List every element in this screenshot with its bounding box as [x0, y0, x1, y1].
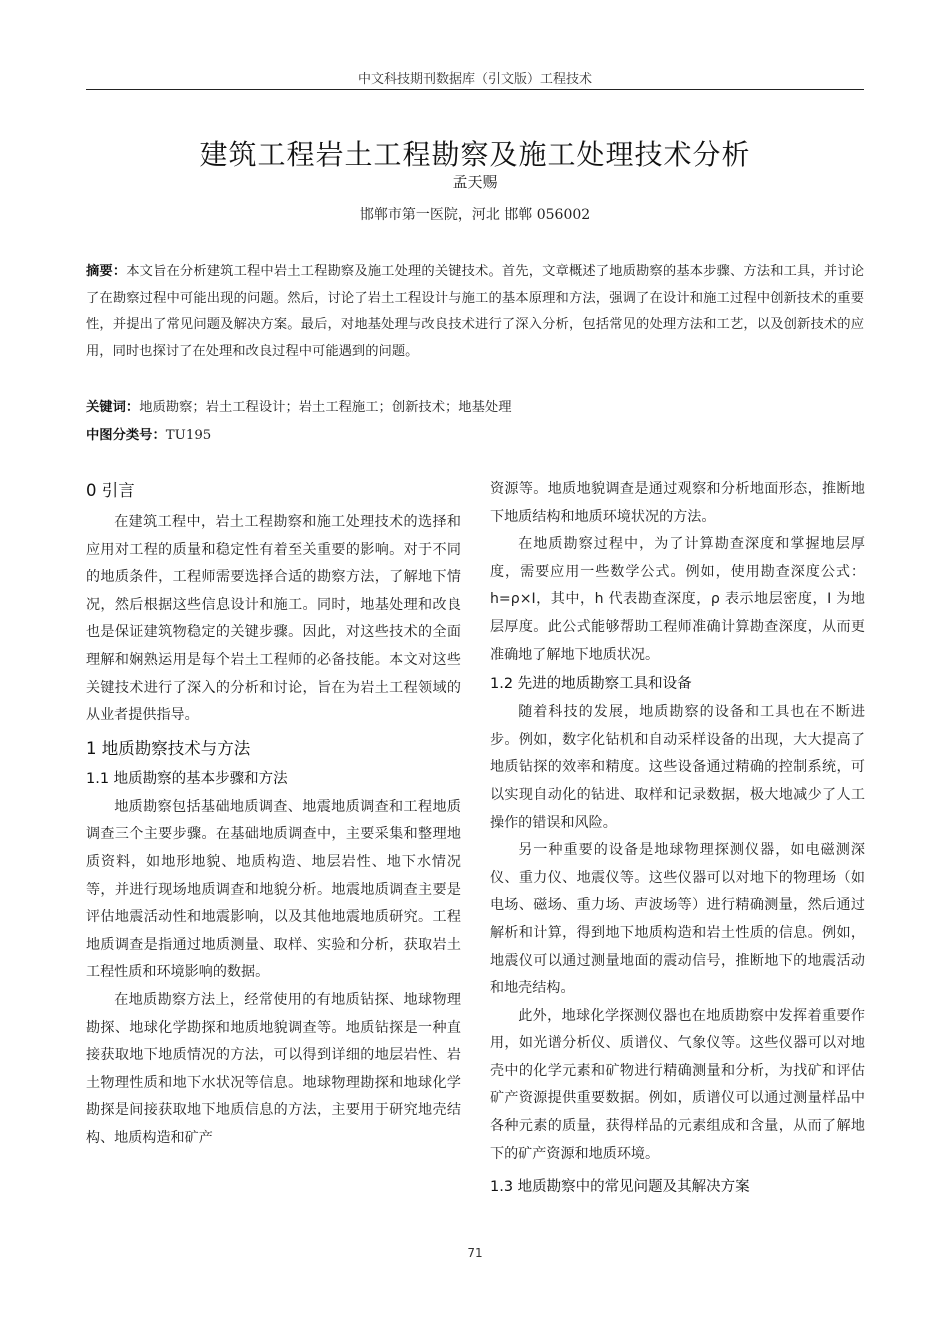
keywords: [86, 396, 864, 415]
section-heading-intro: 0 引言: [86, 481, 135, 500]
article-title: 建筑工程岩土工程勘察及施工处理技术分析: [199, 137, 751, 171]
section-1-2-paragraph-1: 随着科技的发展，地质勘察的设备和工具也在不断进步。例如，数字化钻机和自动采样设备的出现，大大提高了地质钻探的效率和精度。这些设备通过精确的控制系统，可以实现自动化的钻进、取样和记录数据，极大地减少了人工操作的错误和风险。: [490, 704, 865, 831]
subsection-heading-1-1: 1.1 地质勘察的基本步骤和方法: [86, 770, 288, 787]
subsection-heading-1-2: 1.2 先进的地质勘察工具和设备: [490, 676, 692, 693]
classification-label: 中图分类号：: [86, 428, 166, 443]
author-name: 孟天赐: [452, 173, 498, 191]
header-rule: [86, 89, 864, 90]
section-1-2-paragraph-3: 此外，地球化学探测仪器也在地质勘察中发挥着重要作用，如光谱分析仪、质谱仪、气象仪等。这些仪器可以对地壳中的化学元素和矿物进行精确测量和分析，为找矿和评估矿产资源提供重要数据。例如，质谱仪可以通过测量样品中各种元素的质量，获得样品的元素组成和含量，从而了解地下的矿产资源和地质环境。: [490, 1007, 865, 1162]
classification-text: TU195: [165, 428, 212, 443]
section-heading-geology: 1 地质勘察技术与方法: [86, 738, 251, 758]
subsection-heading-1-3: 1.3 地质勘察中的常见问题及其解决方案: [490, 1179, 750, 1196]
section-1-1-paragraph-2: 在地质勘察方法上，经常使用的有地质钻探、地球物理勘探、地球化学勘探和地质地貌调查等。地质钻探是一种直接获取地下地质情况的方法，可以得到详细的地层岩性、岩土物理性质和地下水状况等信息。地球物理勘探和地球化学勘探是间接获取地下地质信息的方法，主要用于研究地壳结构、地质构造和矿产: [86, 991, 461, 1146]
keywords-label: 关键词：: [86, 400, 140, 415]
author-affiliation: 邯郸市第一医院，河北 邯郸 056002: [359, 207, 591, 223]
section-1-1-paragraph-2-continued: 资源等。地质地貌调查是通过观察和分析地面形态，推断地下地质结构和地质环境状况的方法。: [490, 481, 865, 525]
abstract-label: 摘要：: [86, 264, 127, 279]
section-1-1-paragraph-1: 地质勘察包括基础地质调查、地震地质调查和工程地质调查三个主要步骤。在基础地质调查中，主要采集和整理地质资料，如地形地貌、地质构造、地层岩性、地下水情况等，并进行现场地质调查和地貌分析。地震地质调查主要是评估地震活动性和地震影响，以及其他地震地质研究。工程地质调查是指通过地质测量、取样、实验和分析，获取岩土工程性质和环境影响的数据。: [86, 798, 461, 981]
left-column: [86, 476, 461, 1152]
page-number: 71: [467, 1246, 483, 1260]
right-column: [490, 476, 865, 1202]
classification-number: [86, 424, 864, 443]
intro-paragraph: 在建筑工程中，岩土工程勘察和施工处理技术的选择和应用对工程的质量和稳定性有着至关重要的影响。对于不同的地质条件，工程师需要选择合适的勘察方法，了解地下情况，然后根据这些信息设计和施工。同时，地基处理和改良也是保证建筑物稳定的关键步骤。因此，对这些技术的全面理解和娴熟运用是每个岩土工程师的必备技能。本文对这些关键技术进行了深入的分析和讨论，旨在为岩土工程领域的从业者提供指导。: [86, 514, 461, 724]
abstract: [86, 259, 864, 365]
abstract-text: 本文旨在分析建筑工程中岩土工程勘察及施工处理的关键技术。首先，文章概述了地质勘察的基本步骤、方法和工具，并讨论了在勘察过程中可能出现的问题。然后，讨论了岩土工程设计与施工的基本原理和方法，强调了在设计和施工过程中创新技术的重要性，并提出了常见问题及解决方案。最后，对地基处理与改良技术进行了深入分析，包括常见的处理方法和工艺，以及创新技术的应用，同时也探讨了在处理和改良过程中可能遇到的问题。: [86, 264, 865, 359]
section-1-1-paragraph-3: 在地质勘察过程中，为了计算勘查深度和掌握地层厚度，需要应用一些数学公式。例如，使用勘查深度公式：h=ρ×I，其中，h 代表勘查深度，ρ 表示地层密度，I 为地层厚度。此公式能够帮助工程师准确计算勘查深度，从而更准确地了解地下地质状况。: [490, 536, 865, 663]
running-header: 中文科技期刊数据库（引文版）工程技术: [357, 72, 592, 87]
keywords-text: 地质勘察；岩土工程设计；岩土工程施工；创新技术；地基处理: [139, 400, 512, 415]
section-1-2-paragraph-2: 另一种重要的设备是地球物理探测仪器，如电磁测深仪、重力仪、地震仪等。这些仪器可以对地下的物理场（如电场、磁场、重力场、声波场等）进行精确测量，然后通过解析和计算，得到地下地质构造和岩土性质的信息。例如，地震仪可以通过测量地面的震动信号，推断地下的地震活动和地壳结构。: [490, 842, 865, 997]
